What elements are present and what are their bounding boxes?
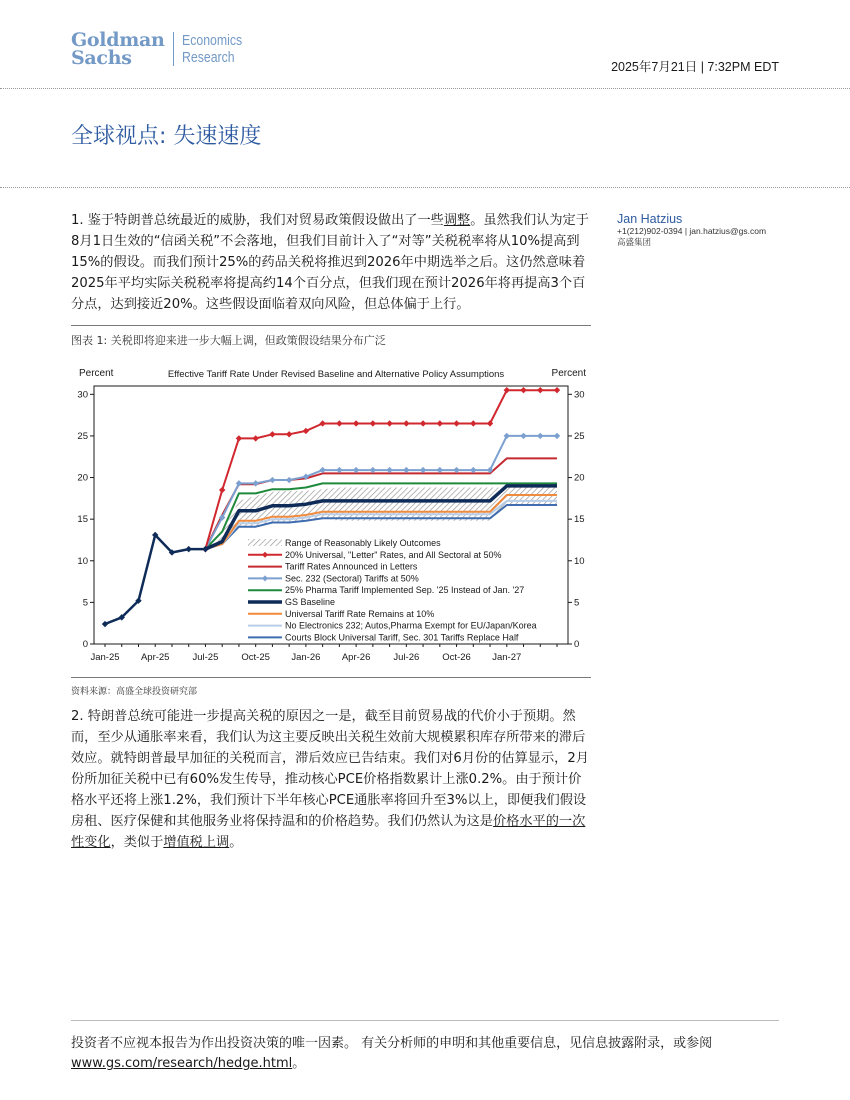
- legend-label: Courts Block Universal Tariff, Sec. 301 Tariffs Replace Half: [285, 632, 519, 643]
- x-tick-label: Jan-25: [90, 652, 120, 663]
- goldman-sachs-logo: [71, 31, 255, 67]
- x-tick-label: Oct-26: [442, 652, 471, 663]
- series-marker: [252, 480, 258, 486]
- paragraph-1: [71, 210, 591, 315]
- series-marker: [252, 435, 258, 441]
- legend-label: GS Baseline: [285, 597, 336, 607]
- x-tick-label: Jan-26: [291, 652, 321, 663]
- legend-swatch-band: [248, 539, 282, 546]
- series-marker: [386, 420, 392, 426]
- y-tick-label-left: 5: [82, 597, 88, 609]
- series-marker: [236, 435, 242, 441]
- x-tick-label: Oct-25: [241, 652, 270, 663]
- y-tick-label-right: 5: [574, 597, 580, 609]
- author-name[interactable]: Jan Hatzius: [617, 212, 683, 226]
- chart-title: Effective Tariff Rate Under Revised Baseline and Alternative Policy Assumptions: [167, 369, 505, 380]
- y-tick-label-right: 0: [574, 639, 580, 650]
- series-marker: [336, 467, 342, 473]
- series-marker: [554, 387, 560, 393]
- series-marker: [403, 420, 409, 426]
- para2-text-b: ，类似于: [110, 835, 164, 850]
- y-tick-label-left: 15: [77, 514, 88, 526]
- department-label: [182, 32, 242, 66]
- series-marker: [236, 480, 242, 486]
- series-marker: [520, 433, 526, 439]
- x-tick-label: Jan-27: [492, 652, 522, 663]
- y-tick-label-left: 30: [77, 389, 88, 401]
- footer-rule: [71, 1020, 779, 1021]
- exhibit-top-rule: [71, 325, 591, 326]
- paragraph-2: [71, 706, 591, 853]
- legend-label: 20% Universal, "Letter" Rates, and All Sectoral at 50%: [285, 549, 502, 560]
- x-tick-label: Apr-26: [341, 652, 371, 663]
- series-marker: [319, 420, 325, 426]
- series-marker: [470, 420, 476, 426]
- footer-disclaimer: [71, 1034, 779, 1074]
- source-note: 资料来源：高盛全球投资研究部: [71, 687, 198, 697]
- series-marker: [504, 433, 510, 439]
- title-divider: [0, 187, 850, 188]
- series-marker: [269, 477, 275, 483]
- exhibit-bottom-rule: [71, 677, 591, 678]
- header-divider: [0, 88, 850, 89]
- para2-text-c: 。: [229, 835, 243, 850]
- link-one-time-change[interactable]: 价格水平的一次性变化: [71, 814, 586, 850]
- legend-label: Universal Tariff Rate Remains at 10%: [285, 608, 435, 619]
- legend-label: Range of Reasonably Likely Outcomes: [285, 538, 441, 548]
- series-marker: [520, 387, 526, 393]
- x-tick-label: Apr-25: [140, 652, 170, 663]
- link-vat-increase[interactable]: 增值税上调: [163, 835, 230, 850]
- y-tick-label-right: 15: [574, 514, 585, 526]
- y-tick-label-right: 20: [574, 472, 585, 484]
- footer-text: 投资者不应视本报告为作出投资决策的唯一因素。 有关分析师的申明和其他重要信息，见信息披露附录，或参阅: [71, 1036, 713, 1051]
- y-tick-label-right: 25: [574, 430, 585, 442]
- author-block: [617, 212, 766, 248]
- series-marker: [470, 467, 476, 473]
- series-marker: [504, 387, 510, 393]
- logo-line1: Goldman: [71, 29, 165, 51]
- series-marker: [420, 420, 426, 426]
- dept-line1: Economics: [181, 32, 242, 49]
- series-marker: [303, 428, 309, 434]
- x-tick-label: Jul-25: [192, 652, 219, 663]
- series-marker: [453, 467, 459, 473]
- series-marker: [219, 487, 225, 493]
- history-marker: [186, 546, 192, 552]
- y-tick-label-left: 20: [77, 472, 88, 484]
- y-axis-right-label: Percent: [551, 368, 586, 379]
- exhibit-caption: 图表 1: 关税即将迎来进一步大幅上调，但政策假设结果分布广泛: [71, 334, 386, 347]
- series-marker: [353, 467, 359, 473]
- series-marker: [353, 420, 359, 426]
- series-marker: [370, 467, 376, 473]
- series-marker: [437, 467, 443, 473]
- link-adjustment[interactable]: 调整: [443, 213, 471, 228]
- y-axis-left-label: Percent: [79, 368, 114, 379]
- report-date: 2025年7月21日 | 7:32PM EDT: [611, 60, 779, 74]
- chart-legend: [243, 533, 555, 643]
- para2-text-a: 2. 特朗普总统可能进一步提高关税的原因之一是，截至目前贸易战的代价小于预期。然而，至少从通胀率来看，我们认为这主要反映出关税生效前大规模累积库存所带来的滞后效应。就特朗普最早加征的关税而言，滞后效应已告结束。我们对6月份的估算显示，2月份所加征关税中已有60%发生传导，推动核心PCE价格指数累计上涨0.2%。由于预计价格水平还将上涨1.2%，我们预计下半年核心PCE通胀率将回升至3%以上，即便我们假设房租、医疗保健和其他服务业将保持温和的价格趋势。我们仍然认为这是: [71, 709, 589, 829]
- series-marker: [453, 420, 459, 426]
- logo-divider: [173, 32, 174, 66]
- footer-end: 。: [292, 1056, 306, 1071]
- page-title: 全球视点: 失速速度: [71, 124, 262, 149]
- series-marker: [487, 420, 493, 426]
- logo-line2: Sachs: [71, 47, 132, 69]
- series-marker: [537, 433, 543, 439]
- series-marker: [269, 431, 275, 437]
- series-marker: [336, 420, 342, 426]
- author-contact[interactable]: +1(212)902-0394 | jan.hatzius@gs.com: [617, 226, 767, 236]
- author-firm: 高盛集团: [617, 237, 652, 247]
- y-tick-label-left: 0: [82, 639, 88, 650]
- legend-label: Sec. 232 (Sectoral) Tariffs at 50%: [285, 573, 419, 584]
- series-marker: [554, 433, 560, 439]
- series-marker: [370, 420, 376, 426]
- series-marker: [386, 467, 392, 473]
- y-tick-label-right: 30: [574, 389, 585, 401]
- series-marker: [286, 477, 292, 483]
- para1-text-a: 1. 鉴于特朗普总统最近的威胁，我们对贸易政策假设做出了一些: [71, 213, 444, 228]
- series-marker: [286, 431, 292, 437]
- series-marker: [420, 467, 426, 473]
- dept-line2: Research: [181, 49, 235, 66]
- logo-wordmark: [71, 31, 165, 67]
- legend-label: Tariff Rates Announced in Letters: [285, 561, 418, 572]
- legend-label: No Electronics 232; Autos,Pharma Exempt for EU/Japan/Korea: [285, 620, 537, 631]
- x-tick-label: Jul-26: [393, 652, 420, 663]
- legend-label: 25% Pharma Tariff Implemented Sep. '25 Instead of Jan. '27: [285, 585, 525, 596]
- tariff-rate-chart: [71, 360, 595, 674]
- disclosure-link[interactable]: www.gs.com/research/hedge.html: [71, 1056, 293, 1071]
- y-tick-label-left: 10: [77, 555, 88, 567]
- para1-text-b: 。虽然我们认为定于8月1日生效的“信函关税”不会落地，但我们目前计入了“对等”关税税率将从10%提高到15%的假设。而我们预计25%的药品关税将推迟到2026年中期选举之后。这仍然意味着2025年平均实际关税税率将提高约14个百分点，但我们现在预计2026年将再提高3个百分点，达到接近20%。这些假设面临着双向风险，但总体偏于上行。: [71, 213, 589, 312]
- y-tick-label-left: 25: [77, 430, 88, 442]
- y-tick-label-right: 10: [574, 555, 585, 567]
- series-marker: [319, 467, 325, 473]
- series-marker: [437, 420, 443, 426]
- series-marker: [537, 387, 543, 393]
- series-marker: [403, 467, 409, 473]
